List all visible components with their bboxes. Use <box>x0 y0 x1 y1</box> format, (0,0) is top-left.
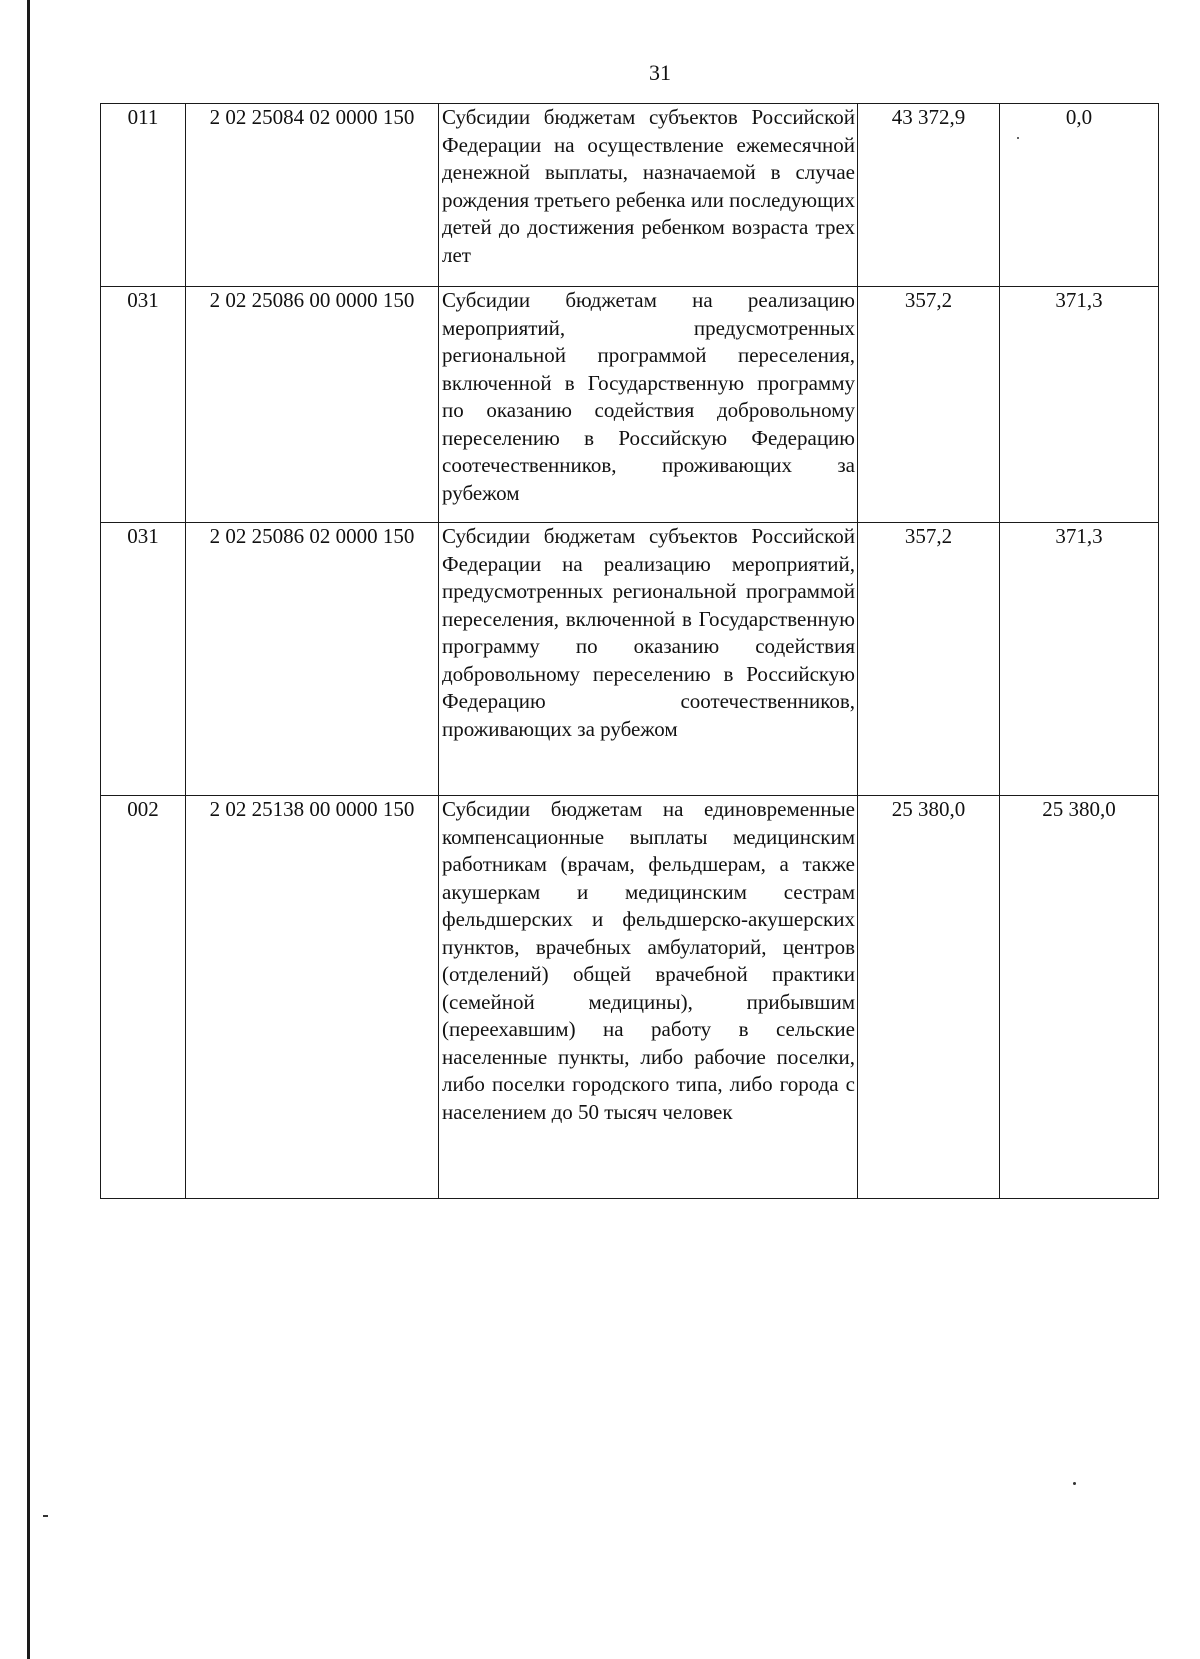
table-row <box>101 287 1159 523</box>
table-row <box>101 523 1159 796</box>
budget-code-cell: 2 02 25084 02 0000 150 <box>186 104 439 287</box>
budget-code-cell: 2 02 25086 02 0000 150 <box>186 523 439 796</box>
admin-code-cell: 031 <box>101 287 186 523</box>
scan-left-edge <box>27 0 30 1659</box>
amount-1-cell: 357,2 <box>858 523 1000 796</box>
revenue-name-cell: Субсидии бюджетам на реализацию мероприятий, предусмотренных региональной программой переселения, включенной в Государственную программу по оказанию содействия добровольному переселению в Российскую Федерацию соотечественников, проживающих за рубежом <box>439 287 858 523</box>
amount-1-cell: 357,2 <box>858 287 1000 523</box>
scan-speck <box>43 1515 48 1517</box>
table-row <box>101 796 1159 1199</box>
admin-code-cell: 011 <box>101 104 186 287</box>
amount-1-cell: 43 372,9 <box>858 104 1000 287</box>
admin-code-cell: 002 <box>101 796 186 1199</box>
revenue-name-cell: Субсидии бюджетам субъектов Российской Федерации на осуществление ежемесячной денежной выплаты, назначаемой в случае рождения третьего ребенка или последующих детей до достижения ребенком возраста трех лет <box>439 104 858 287</box>
amount-1-cell: 25 380,0 <box>858 796 1000 1199</box>
amount-2-cell: 371,3 <box>1000 523 1159 796</box>
revenue-name-cell: Субсидии бюджетам субъектов Российской Федерации на реализацию мероприятий, предусмотренных региональной программой переселения, включенной в Государственную программу по оказанию содействия добровольному переселению в Российскую Федерацию соотечественников, проживающих за рубежом <box>439 523 858 796</box>
amount-2-cell: 0,0 <box>1000 104 1159 287</box>
budget-revenue-table <box>100 103 1159 1199</box>
amount-2-cell: 371,3 <box>1000 287 1159 523</box>
admin-code-cell: 031 <box>101 523 186 796</box>
budget-code-cell: 2 02 25086 00 0000 150 <box>186 287 439 523</box>
page-number: 31 <box>649 60 671 85</box>
scan-speck <box>1073 1482 1076 1485</box>
revenue-name-cell: Субсидии бюджетам на единовременные компенсационные выплаты медицинским работникам (врачам, фельдшерам, а также акушеркам и медицинским сестрам фельдшерских и фельдшерско-акушерских пунктов, врачебных амбулаторий, центров (отделений) общей врачебной практики (семейной медицины), прибывшим (переехавшим) на работу в сельские населенные пункты, либо рабочие поселки, либо поселки городского типа, либо города с населением до 50 тысяч человек <box>439 796 858 1199</box>
table-row <box>101 104 1159 287</box>
budget-code-cell: 2 02 25138 00 0000 150 <box>186 796 439 1199</box>
amount-2-cell: 25 380,0 <box>1000 796 1159 1199</box>
